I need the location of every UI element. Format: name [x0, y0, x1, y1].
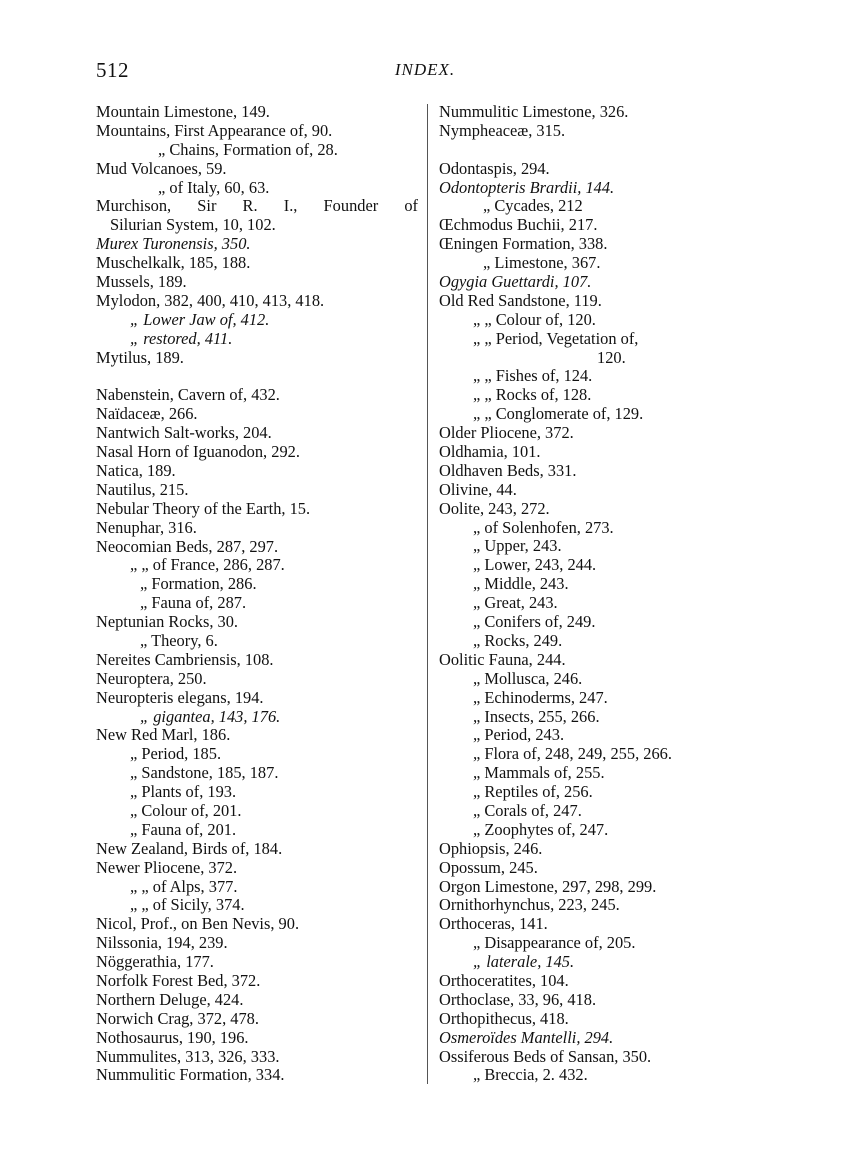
index-subentry: „ Period, 185.	[130, 744, 222, 764]
index-entry: Newer Pliocene, 372.	[96, 857, 238, 877]
index-entry: Mytilus, 189.	[96, 347, 184, 367]
index-entry: Muschelkalk, 185, 188.	[96, 253, 251, 273]
index-entry: Odontopteris Brardii, 144.	[439, 177, 615, 197]
index-entry: Osmeroïdes Mantelli, 294.	[439, 1027, 614, 1047]
index-entry: Opossum, 245.	[439, 857, 538, 877]
index-entry: Mountain Limestone, 149.	[96, 102, 270, 121]
index-subentry: „ Colour of, 201.	[130, 800, 242, 820]
index-entry-continuation: Silurian System, 10, 102.	[110, 215, 276, 235]
index-subentry: „ Theory, 6.	[140, 630, 218, 650]
index-entry: New Red Marl, 186.	[96, 725, 231, 745]
index-entry: Neuropteris elegans, 194.	[96, 687, 264, 707]
index-entry: Nothosaurus, 190, 196.	[96, 1027, 249, 1047]
index-subentry: „ restored, 411.	[130, 328, 233, 348]
index-entry: Orthoceras, 141.	[439, 914, 548, 934]
index-subentry: „ „ of Alps, 377.	[130, 876, 238, 896]
index-entry: Mylodon, 382, 400, 410, 413, 418.	[96, 290, 325, 310]
index-subentry: „ Flora of, 248, 249, 255, 266.	[473, 744, 672, 764]
index-subentry: „ Lower, 243, 244.	[473, 555, 597, 575]
index-entry: Orthoceratites, 104.	[439, 970, 569, 990]
index-entry: Nympheaceæ, 315.	[439, 120, 566, 140]
index-entry: Murex Turonensis, 350.	[96, 234, 251, 254]
index-entry: Neocomian Beds, 287, 297.	[96, 536, 279, 556]
index-entry: Norfolk Forest Bed, 372.	[96, 970, 261, 990]
index-subentry: „ Great, 243.	[473, 593, 558, 613]
index-subentry: „ Cycades, 212	[483, 196, 583, 216]
index-subentry: „ Fauna of, 287.	[140, 593, 247, 613]
index-entry: Nilssonia, 194, 239.	[96, 933, 228, 953]
index-subentry: „ Fauna of, 201.	[130, 819, 237, 839]
index-entry: Olivine, 44.	[439, 479, 517, 499]
index-entry: Ogygia Guettardi, 107.	[439, 272, 592, 292]
index-subentry: „ „ of Sicily, 374.	[130, 895, 245, 915]
index-subentry: „ Middle, 243.	[473, 574, 569, 594]
letter-section-gap	[439, 141, 769, 160]
index-subentry: „ Period, 243.	[473, 725, 565, 745]
index-subentry: „ Limestone, 367.	[483, 253, 601, 273]
index-entry: Nummulitic Limestone, 326.	[439, 102, 629, 121]
index-entry: Nabenstein, Cavern of, 432.	[96, 385, 280, 405]
index-entry: Mud Volcanoes, 59.	[96, 158, 227, 178]
index-entry: Nummulitic Formation, 334.	[96, 1065, 285, 1085]
index-subentry: „ Reptiles of, 256.	[473, 782, 593, 802]
index-entry: Nebular Theory of the Earth, 15.	[96, 498, 311, 518]
index-subentry: „ Mollusca, 246.	[473, 668, 583, 688]
index-entry: Nautilus, 215.	[96, 479, 189, 499]
index-entry: Old Red Sandstone, 119.	[439, 290, 602, 310]
index-entry: Nummulites, 313, 326, 333.	[96, 1046, 280, 1066]
index-entry: Nereites Cambriensis, 108.	[96, 649, 274, 669]
index-column-left	[96, 103, 418, 1085]
index-entry: Œningen Formation, 338.	[439, 234, 608, 254]
index-entry: Oolite, 243, 272.	[439, 498, 550, 518]
index-subentry: „ „ Conglomerate of, 129.	[473, 404, 644, 424]
index-subentry: „ Rocks, 249.	[473, 630, 563, 650]
index-subentry: „ Upper, 243.	[473, 536, 562, 556]
index-entry: Nasal Horn of Iguanodon, 292.	[96, 442, 300, 462]
index-subentry: „ Insects, 255, 266.	[473, 706, 600, 726]
index-entry: Oldhaven Beds, 331.	[439, 460, 577, 480]
index-entry: Murchison, Sir R. I., Founder of	[96, 196, 418, 216]
index-subentry: „ Zoophytes of, 247.	[473, 819, 609, 839]
index-subentry: „ Echinoderms, 247.	[473, 687, 608, 707]
index-entry: Oldhamia, 101.	[439, 442, 541, 462]
index-subentry: „ „ of France, 286, 287.	[130, 555, 285, 575]
index-subentry: „ „ Period, Vegetation of,	[473, 328, 639, 348]
index-subentry: „ of Solenhofen, 273.	[473, 517, 614, 537]
index-entry: Neptunian Rocks, 30.	[96, 612, 239, 632]
index-column-right	[439, 103, 769, 1085]
index-entry: New Zealand, Birds of, 184.	[96, 838, 283, 858]
index-subentry: „ Plants of, 193.	[130, 782, 237, 802]
index-entry: Ornithorhynchus, 223, 245.	[439, 895, 620, 915]
index-entry-continuation: 120.	[597, 347, 626, 367]
index-entry: Ossiferous Beds of Sansan, 350.	[439, 1046, 652, 1066]
index-subentry: „ Conifers of, 249.	[473, 612, 596, 632]
index-subentry: „ Corals of, 247.	[473, 800, 582, 820]
index-subentry: „ „ Rocks of, 128.	[473, 385, 592, 405]
index-entry: Norwich Crag, 372, 478.	[96, 1008, 259, 1028]
letter-section-gap	[96, 367, 418, 386]
index-entry: Orgon Limestone, 297, 298, 299.	[439, 876, 657, 896]
column-divider	[427, 104, 428, 1084]
index-entry: Mountains, First Appearance of, 90.	[96, 120, 333, 140]
index-subentry: „ of Italy, 60, 63.	[158, 177, 270, 197]
index-entry: Nöggerathia, 177.	[96, 952, 214, 972]
index-subentry: „ „ Colour of, 120.	[473, 309, 596, 329]
index-subentry: „ „ Fishes of, 124.	[473, 366, 593, 386]
index-subentry: „ Mammals of, 255.	[473, 763, 605, 783]
index-entry: Oolitic Fauna, 244.	[439, 649, 566, 669]
index-subentry: „ Sandstone, 185, 187.	[130, 763, 279, 783]
index-entry: Northern Deluge, 424.	[96, 989, 244, 1009]
index-entry: Nenuphar, 316.	[96, 517, 197, 537]
index-entry: Odontaspis, 294.	[439, 158, 550, 178]
index-subentry: „ Formation, 286.	[140, 574, 257, 594]
index-entry: Mussels, 189.	[96, 272, 187, 292]
index-entry: Natica, 189.	[96, 460, 176, 480]
index-entry: Nantwich Salt-works, 204.	[96, 423, 272, 443]
index-entry: Nicol, Prof., on Ben Nevis, 90.	[96, 914, 300, 934]
index-entry: Ophiopsis, 246.	[439, 838, 543, 858]
index-subentry: „ laterale, 145.	[473, 952, 575, 972]
index-subentry: „ Disappearance of, 205.	[473, 933, 636, 953]
running-head: INDEX.	[394, 60, 456, 79]
index-entry: Orthoclase, 33, 96, 418.	[439, 989, 597, 1009]
index-entry: Neuroptera, 250.	[96, 668, 207, 688]
page-number: 512	[96, 58, 129, 82]
index-entry: Œchmodus Buchii, 217.	[439, 215, 598, 235]
index-subentry: „ gigantea, 143, 176.	[140, 706, 281, 726]
index-subentry: „ Lower Jaw of, 412.	[130, 309, 270, 329]
index-subentry: „ Chains, Formation of, 28.	[158, 139, 338, 159]
index-entry: Orthopithecus, 418.	[439, 1008, 569, 1028]
index-subentry: „ Breccia, 2. 432.	[473, 1065, 588, 1085]
index-entry: Naïdaceæ, 266.	[96, 404, 198, 424]
index-entry: Older Pliocene, 372.	[439, 423, 574, 443]
